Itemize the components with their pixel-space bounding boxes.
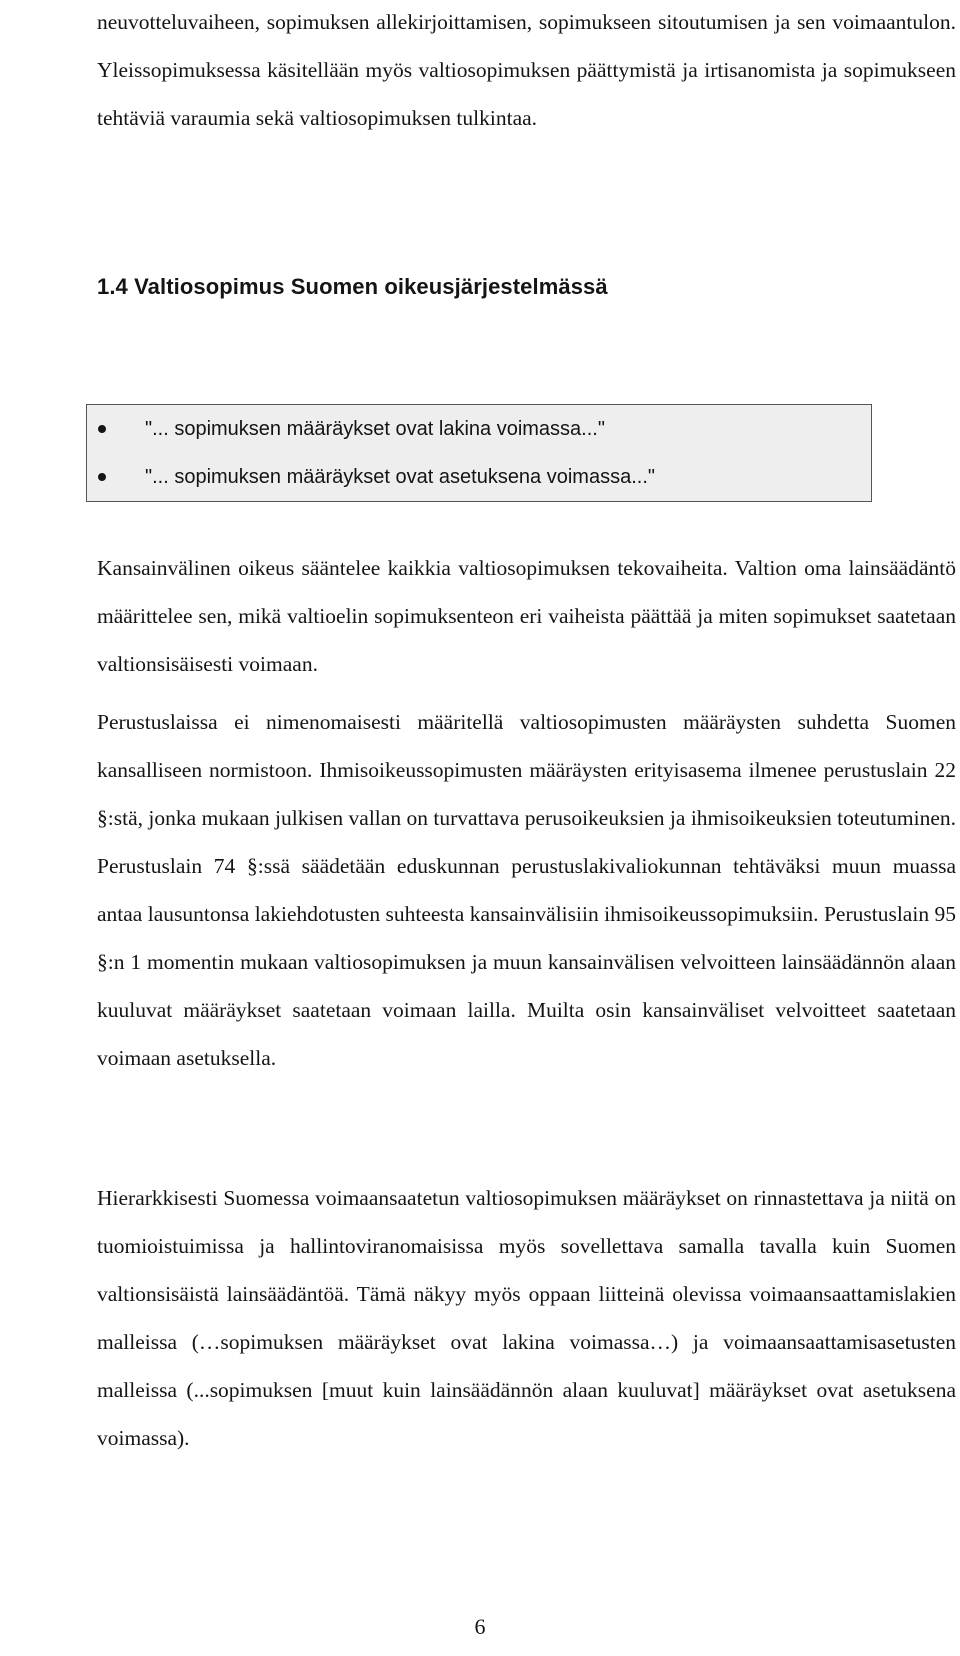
quote-item bbox=[87, 455, 871, 499]
paragraph-international-law: Kansainvälinen oikeus sääntelee kaikkia valtiosopimuksen tekovaiheita. Valtion oma lainsäädäntö määrittelee sen, mikä valtioelin sopimuksenteon eri vaiheista päättää ja miten sopimukset saatetaan valtionsisäisesti voimaan. bbox=[97, 556, 956, 676]
page-number: 6 bbox=[474, 1614, 486, 1639]
quote-text: "... sopimuksen määräykset ovat asetuksena voimassa..." bbox=[145, 466, 655, 488]
quote-item bbox=[87, 407, 871, 451]
section-heading: 1.4 Valtiosopimus Suomen oikeusjärjestelmässä bbox=[97, 274, 608, 299]
bullet-icon bbox=[98, 473, 106, 481]
bullet-icon bbox=[98, 425, 106, 433]
quote-text: "... sopimuksen määräykset ovat lakina voimassa..." bbox=[145, 418, 605, 440]
intro-paragraph: neuvotteluvaiheen, sopimuksen allekirjoittamisen, sopimukseen sitoutumisen ja sen voimaantulon. Yleissopimuksessa käsitellään myös valtiosopimuksen päättymistä ja irtisanomista ja sopimukseen tehtäviä varaumia sekä valtiosopimuksen tulkintaa. bbox=[97, 10, 956, 130]
quote-box bbox=[86, 404, 872, 502]
paragraph-constitution: Perustuslaissa ei nimenomaisesti määritellä valtiosopimusten määräysten suhdetta Suomen kansalliseen normistoon. Ihmisoikeussopimusten määräysten erityisasema ilmenee perustuslain 22 §:stä, jonka mukaan julkisen vallan on turvattava perusoikeuksien ja ihmisoikeuksien toteutuminen. Perustuslain 74 §:ssä säädetään eduskunnan perustuslakivaliokunnan tehtäväksi muun muassa antaa lausuntonsa lakiehdotusten suhteesta kansainvälisiin ihmisoikeussopimuksiin. Perustuslain 95 §:n 1 momentin mukaan valtiosopimuksen ja muun kansainvälisen velvoitteen lainsäädännön alaan kuuluvat määräykset saatetaan voimaan lailla. Muilta osin kansainväliset velvoitteet saatetaan voimaan asetuksella. bbox=[97, 710, 956, 1070]
paragraph-hierarchy: Hierarkkisesti Suomessa voimaansaatetun valtiosopimuksen määräykset on rinnastettava ja niitä on tuomioistuimissa ja hallintoviranomaisissa myös sovellettava samalla tavalla kuin Suomen valtionsisäistä lainsäädäntöä. Tämä näkyy myös oppaan liitteinä olevissa voimaansaattamislakien malleissa (…sopimuksen määräykset ovat lakina voimassa…) ja voimaansaattamisasetusten malleissa (...sopimuksen [muut kuin lainsäädännön alaan kuuluvat] määräykset ovat asetuksena voimassa). bbox=[97, 1186, 956, 1450]
